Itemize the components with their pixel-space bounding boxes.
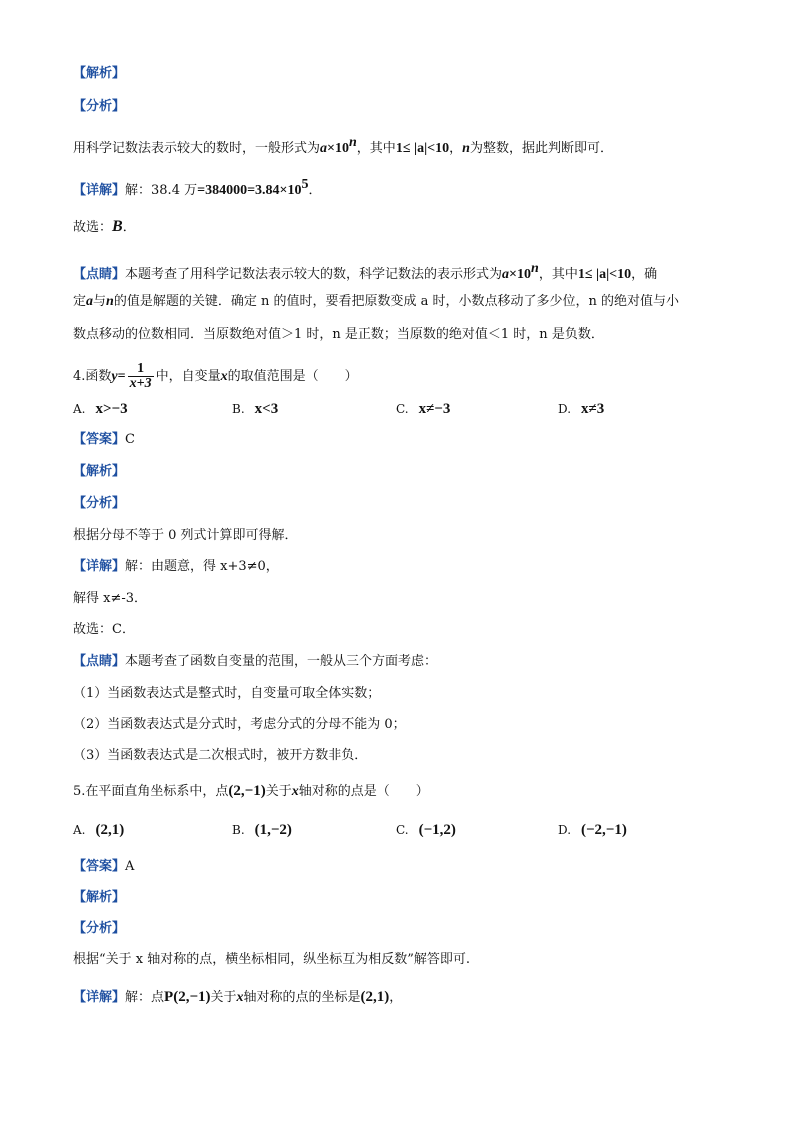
option-a-q5: A. (2,1) [73,822,125,838]
jiexi-heading-q3: 【解析】 [73,66,126,81]
comment-point-1-q4: （1）当函数表达式是整式时，自变量可取全体实数； [73,686,381,701]
fraction-q4: $\frac{1}{x+3}$ [129,361,152,391]
detail-text-q5: 【详解】解：点P(2,−1)关于x轴对称的点的坐标是(2,1)， [73,989,403,1005]
option-c-q4: C. x≠−3 [396,401,451,417]
answer-q4: 【答案】C [73,432,135,447]
option-d-q5: D. (−2,−1) [558,822,627,838]
question-5-stem: 5.在平面直角坐标系中，点(2,−1)关于x轴对称的点是（ ） [73,783,429,799]
comment-point-2-q4: （2）当函数表达式是分式时，考虑分式的分母不能为 0； [73,717,406,732]
comment-line1-q3: 【点睛】本题考查了用科学记数法表示较大的数，科学记数法的表示形式为$a\times 10^n$，其中1≤ |a|<10，确 [73,261,658,282]
jiexi-heading-q5: 【解析】 [73,890,126,905]
detail-result-q4: 解得 x≠-3． [73,591,148,606]
detail-text-q4: 【详解】解：由题意，得 x+3≠0， [73,559,279,574]
comment-point-3-q4: （3）当函数表达式是二次根式时，被开方数非负． [73,748,368,763]
option-b-q4: B. x<3 [232,401,279,417]
analysis-text-q3: 用科学记数法表示较大的数时，一般形式为$a\times 10^n$，其中1≤ |a|<10，n为整数，据此判断即可． [73,135,613,156]
analysis-text-q5: 根据“关于 x 轴对称的点，横坐标相同，纵坐标互为相反数”解答即可. [73,952,471,967]
option-b-q5: B. (1,−2) [232,822,292,838]
fenxi-heading-q4: 【分析】 [73,496,126,511]
jiexi-heading-q4: 【解析】 [73,464,126,479]
analysis-text-q4: 根据分母不等于 0 列式计算即可得解． [73,528,298,543]
fenxi-heading-q3: 【分析】 [73,99,126,114]
question-4-stem: 4.函数y= $\frac{1}{x+3}$ 中，自变量x的取值范围是（ ） [73,361,358,391]
comment-line2-q3: 定a与n的值是解题的关键．确定 n 的值时，要看把原数变成 a 时，小数点移动了多少位，n 的绝对值与小 [73,294,679,309]
choose-text-q3: 故选：B． [73,218,136,235]
detail-text-q3: 【详解】解：38.4 万$=384000=3.84\times 10^5$． [73,177,322,198]
comment-q4: 【点睛】本题考查了函数自变量的范围，一般从三个方面考虑： [73,654,438,669]
comment-line3-q3: 数点移动的位数相同．当原数绝对值＞1 时，n 是正数；当原数的绝对值＜1 时，n 是负数． [73,327,604,342]
choose-text-q4: 故选：C． [73,622,135,637]
answer-q5: 【答案】A [73,859,135,874]
option-c-q5: C. (−1,2) [396,822,456,838]
option-a-q4: A. x>−3 [73,401,128,417]
option-d-q4: D. x≠3 [558,401,605,417]
fenxi-heading-q5: 【分析】 [73,921,126,936]
